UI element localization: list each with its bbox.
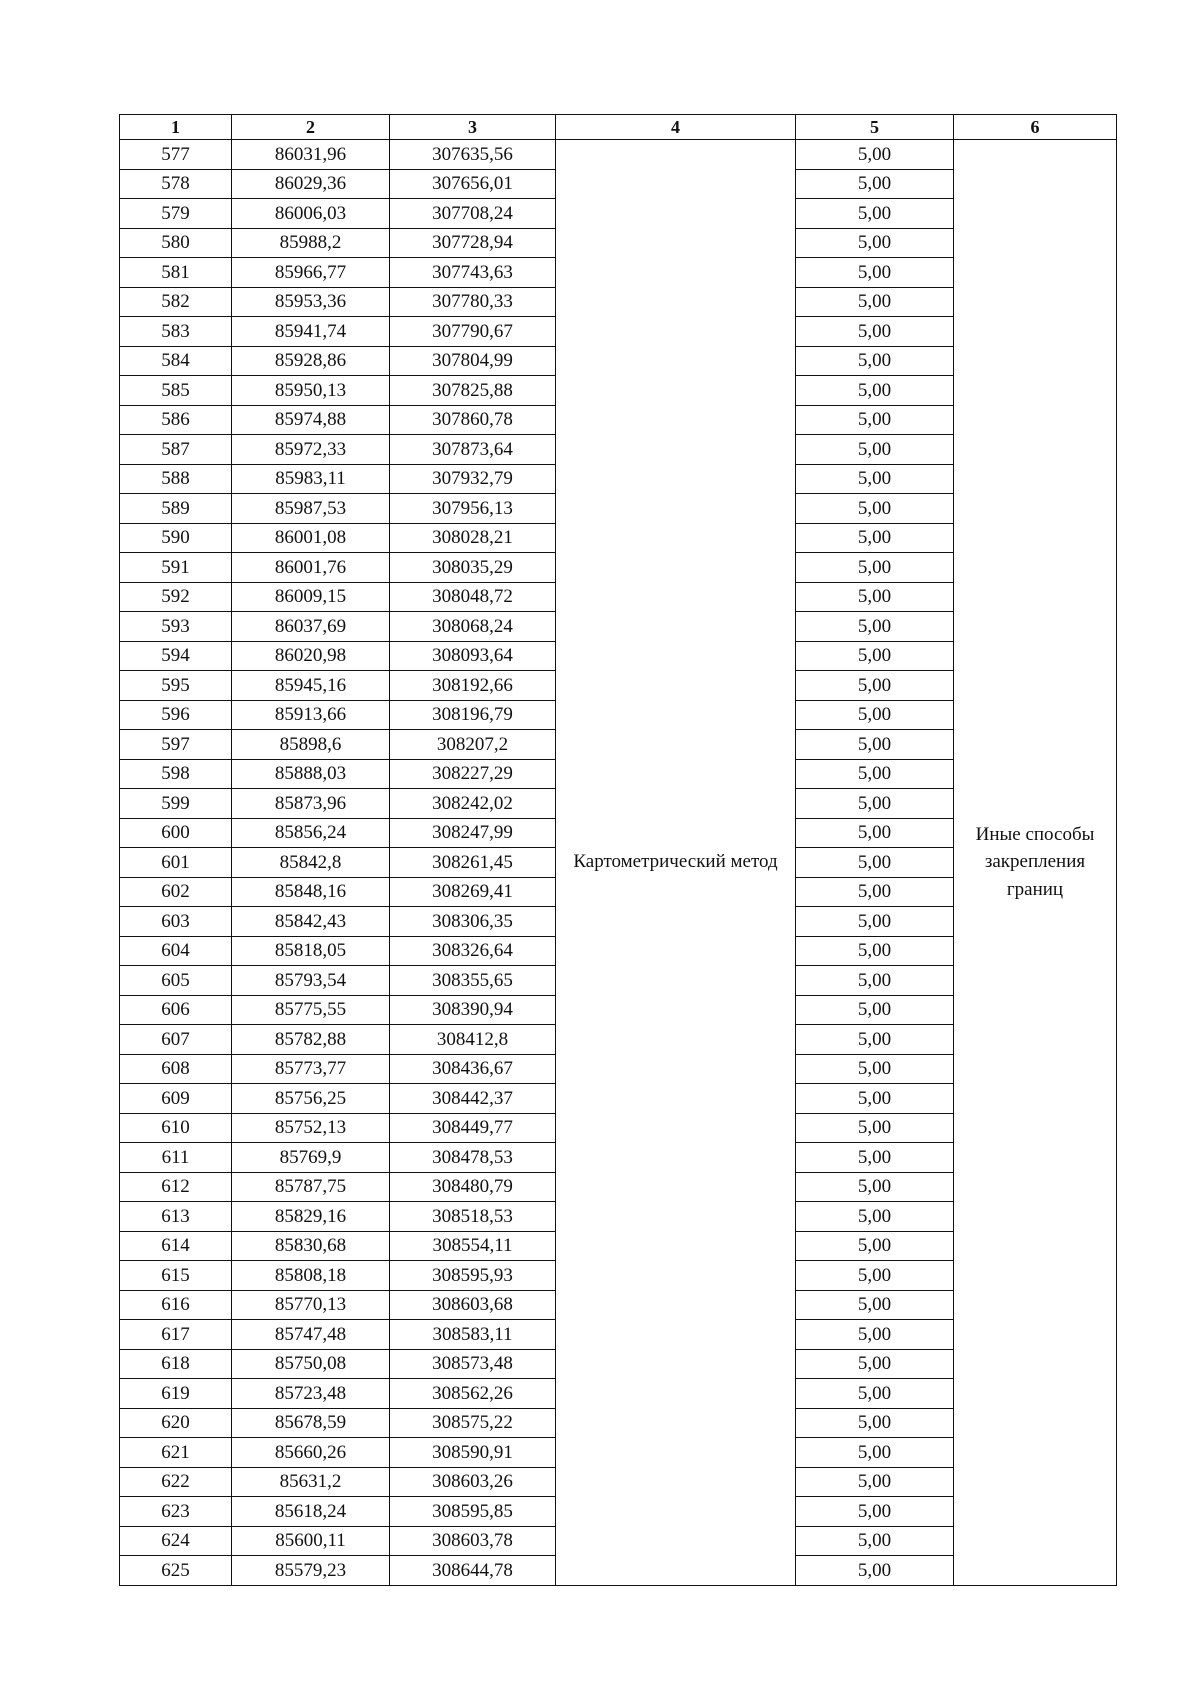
accuracy-cell: 5,00 [796, 671, 954, 701]
x-coordinate-cell: 86006,03 [232, 199, 390, 229]
point-number-cell: 578 [120, 169, 232, 199]
point-number-cell: 613 [120, 1202, 232, 1232]
accuracy-cell: 5,00 [796, 228, 954, 258]
y-coordinate-cell: 308436,67 [390, 1054, 556, 1084]
point-number-cell: 622 [120, 1467, 232, 1497]
y-coordinate-cell: 308196,79 [390, 700, 556, 730]
point-number-cell: 589 [120, 494, 232, 524]
x-coordinate-cell: 85631,2 [232, 1467, 390, 1497]
y-coordinate-cell: 308068,24 [390, 612, 556, 642]
accuracy-cell: 5,00 [796, 641, 954, 671]
x-coordinate-cell: 85983,11 [232, 464, 390, 494]
y-coordinate-cell: 308554,11 [390, 1231, 556, 1261]
point-number-cell: 577 [120, 140, 232, 170]
x-coordinate-cell: 85773,77 [232, 1054, 390, 1084]
accuracy-cell: 5,00 [796, 1054, 954, 1084]
point-number-cell: 614 [120, 1231, 232, 1261]
y-coordinate-cell: 308583,11 [390, 1320, 556, 1350]
x-coordinate-cell: 85974,88 [232, 405, 390, 435]
x-coordinate-cell: 85747,48 [232, 1320, 390, 1350]
point-number-cell: 617 [120, 1320, 232, 1350]
accuracy-cell: 5,00 [796, 140, 954, 170]
x-coordinate-cell: 86009,15 [232, 582, 390, 612]
x-coordinate-cell: 85756,25 [232, 1084, 390, 1114]
x-coordinate-cell: 85808,18 [232, 1261, 390, 1291]
y-coordinate-cell: 308480,79 [390, 1172, 556, 1202]
x-coordinate-cell: 85873,96 [232, 789, 390, 819]
x-coordinate-cell: 85842,8 [232, 848, 390, 878]
accuracy-cell: 5,00 [796, 1408, 954, 1438]
x-coordinate-cell: 85913,66 [232, 700, 390, 730]
accuracy-cell: 5,00 [796, 1143, 954, 1173]
point-number-cell: 597 [120, 730, 232, 760]
accuracy-cell: 5,00 [796, 435, 954, 465]
y-coordinate-cell: 308412,8 [390, 1025, 556, 1055]
accuracy-cell: 5,00 [796, 317, 954, 347]
point-number-cell: 603 [120, 907, 232, 937]
y-coordinate-cell: 308603,26 [390, 1467, 556, 1497]
x-coordinate-cell: 85945,16 [232, 671, 390, 701]
y-coordinate-cell: 308355,65 [390, 966, 556, 996]
x-coordinate-cell: 85928,86 [232, 346, 390, 376]
x-coordinate-cell: 85898,6 [232, 730, 390, 760]
point-number-cell: 587 [120, 435, 232, 465]
y-coordinate-cell: 308306,35 [390, 907, 556, 937]
accuracy-cell: 5,00 [796, 1497, 954, 1527]
point-number-cell: 595 [120, 671, 232, 701]
x-coordinate-cell: 85842,43 [232, 907, 390, 937]
x-coordinate-cell: 85972,33 [232, 435, 390, 465]
point-number-cell: 611 [120, 1143, 232, 1173]
coordinates-table [119, 114, 1117, 1586]
accuracy-cell: 5,00 [796, 494, 954, 524]
y-coordinate-cell: 307873,64 [390, 435, 556, 465]
accuracy-cell: 5,00 [796, 1320, 954, 1350]
y-coordinate-cell: 308603,78 [390, 1526, 556, 1556]
point-number-cell: 592 [120, 582, 232, 612]
y-coordinate-cell: 308644,78 [390, 1556, 556, 1586]
point-number-cell: 602 [120, 877, 232, 907]
accuracy-cell: 5,00 [796, 1467, 954, 1497]
point-number-cell: 612 [120, 1172, 232, 1202]
x-coordinate-cell: 85752,13 [232, 1113, 390, 1143]
y-coordinate-cell: 308590,91 [390, 1438, 556, 1468]
y-coordinate-cell: 308192,66 [390, 671, 556, 701]
fixing-method-cell [954, 140, 1117, 1586]
point-number-cell: 580 [120, 228, 232, 258]
point-number-cell: 594 [120, 641, 232, 671]
accuracy-cell: 5,00 [796, 907, 954, 937]
accuracy-cell: 5,00 [796, 818, 954, 848]
point-number-cell: 583 [120, 317, 232, 347]
fixing-method-line: Иные способы [975, 823, 1095, 845]
accuracy-cell: 5,00 [796, 1084, 954, 1114]
point-number-cell: 609 [120, 1084, 232, 1114]
column-header-3: 3 [390, 115, 556, 140]
accuracy-cell: 5,00 [796, 700, 954, 730]
y-coordinate-cell: 307743,63 [390, 258, 556, 288]
y-coordinate-cell: 308518,53 [390, 1202, 556, 1232]
point-number-cell: 596 [120, 700, 232, 730]
point-number-cell: 604 [120, 936, 232, 966]
point-number-cell: 593 [120, 612, 232, 642]
x-coordinate-cell: 85787,75 [232, 1172, 390, 1202]
table-body [120, 140, 1117, 1586]
x-coordinate-cell: 85950,13 [232, 376, 390, 406]
y-coordinate-cell: 308242,02 [390, 789, 556, 819]
accuracy-cell: 5,00 [796, 199, 954, 229]
accuracy-cell: 5,00 [796, 464, 954, 494]
accuracy-cell: 5,00 [796, 1379, 954, 1409]
point-number-cell: 591 [120, 553, 232, 583]
x-coordinate-cell: 85782,88 [232, 1025, 390, 1055]
x-coordinate-cell: 85618,24 [232, 1497, 390, 1527]
y-coordinate-cell: 307932,79 [390, 464, 556, 494]
point-number-cell: 582 [120, 287, 232, 317]
accuracy-cell: 5,00 [796, 258, 954, 288]
x-coordinate-cell: 85818,05 [232, 936, 390, 966]
point-number-cell: 586 [120, 405, 232, 435]
x-coordinate-cell: 85769,9 [232, 1143, 390, 1173]
x-coordinate-cell: 85888,03 [232, 759, 390, 789]
point-number-cell: 616 [120, 1290, 232, 1320]
y-coordinate-cell: 308603,68 [390, 1290, 556, 1320]
accuracy-cell: 5,00 [796, 1556, 954, 1586]
accuracy-cell: 5,00 [796, 1349, 954, 1379]
x-coordinate-cell: 86029,36 [232, 169, 390, 199]
accuracy-cell: 5,00 [796, 1025, 954, 1055]
fixing-method-line: закрепления [984, 851, 1086, 873]
y-coordinate-cell: 308207,2 [390, 730, 556, 760]
point-number-cell: 607 [120, 1025, 232, 1055]
point-number-cell: 620 [120, 1408, 232, 1438]
accuracy-cell: 5,00 [796, 169, 954, 199]
column-header-2: 2 [232, 115, 390, 140]
y-coordinate-cell: 308595,85 [390, 1497, 556, 1527]
x-coordinate-cell: 85723,48 [232, 1379, 390, 1409]
y-coordinate-cell: 308048,72 [390, 582, 556, 612]
y-coordinate-cell: 308035,29 [390, 553, 556, 583]
column-header-5: 5 [796, 115, 954, 140]
x-coordinate-cell: 85848,16 [232, 877, 390, 907]
x-coordinate-cell: 85830,68 [232, 1231, 390, 1261]
y-coordinate-cell: 307860,78 [390, 405, 556, 435]
accuracy-cell: 5,00 [796, 877, 954, 907]
y-coordinate-cell: 308326,64 [390, 936, 556, 966]
accuracy-cell: 5,00 [796, 1290, 954, 1320]
y-coordinate-cell: 308028,21 [390, 523, 556, 553]
y-coordinate-cell: 307708,24 [390, 199, 556, 229]
x-coordinate-cell: 86001,08 [232, 523, 390, 553]
y-coordinate-cell: 308261,45 [390, 848, 556, 878]
x-coordinate-cell: 86020,98 [232, 641, 390, 671]
point-number-cell: 584 [120, 346, 232, 376]
accuracy-cell: 5,00 [796, 730, 954, 760]
point-number-cell: 598 [120, 759, 232, 789]
accuracy-cell: 5,00 [796, 287, 954, 317]
x-coordinate-cell: 86031,96 [232, 140, 390, 170]
point-number-cell: 590 [120, 523, 232, 553]
x-coordinate-cell: 85966,77 [232, 258, 390, 288]
point-number-cell: 615 [120, 1261, 232, 1291]
x-coordinate-cell: 86037,69 [232, 612, 390, 642]
accuracy-cell: 5,00 [796, 995, 954, 1025]
x-coordinate-cell: 85829,16 [232, 1202, 390, 1232]
fixing-method-line: границ [1006, 879, 1064, 901]
accuracy-cell: 5,00 [796, 1231, 954, 1261]
x-coordinate-cell: 85856,24 [232, 818, 390, 848]
accuracy-cell: 5,00 [796, 966, 954, 996]
y-coordinate-cell: 308227,29 [390, 759, 556, 789]
accuracy-cell: 5,00 [796, 1261, 954, 1291]
y-coordinate-cell: 307656,01 [390, 169, 556, 199]
accuracy-cell: 5,00 [796, 612, 954, 642]
y-coordinate-cell: 308573,48 [390, 1349, 556, 1379]
x-coordinate-cell: 85988,2 [232, 228, 390, 258]
header-row [120, 115, 1117, 140]
x-coordinate-cell: 85579,23 [232, 1556, 390, 1586]
y-coordinate-cell: 307780,33 [390, 287, 556, 317]
y-coordinate-cell: 308449,77 [390, 1113, 556, 1143]
x-coordinate-cell: 85750,08 [232, 1349, 390, 1379]
x-coordinate-cell: 86001,76 [232, 553, 390, 583]
accuracy-cell: 5,00 [796, 582, 954, 612]
x-coordinate-cell: 85987,53 [232, 494, 390, 524]
y-coordinate-cell: 308390,94 [390, 995, 556, 1025]
accuracy-cell: 5,00 [796, 523, 954, 553]
x-coordinate-cell: 85678,59 [232, 1408, 390, 1438]
column-header-6: 6 [954, 115, 1117, 140]
point-number-cell: 608 [120, 1054, 232, 1084]
point-number-cell: 588 [120, 464, 232, 494]
x-coordinate-cell: 85953,36 [232, 287, 390, 317]
point-number-cell: 599 [120, 789, 232, 819]
x-coordinate-cell: 85600,11 [232, 1526, 390, 1556]
y-coordinate-cell: 308247,99 [390, 818, 556, 848]
column-header-1: 1 [120, 115, 232, 140]
y-coordinate-cell: 308478,53 [390, 1143, 556, 1173]
point-number-cell: 600 [120, 818, 232, 848]
point-number-cell: 581 [120, 258, 232, 288]
y-coordinate-cell: 307956,13 [390, 494, 556, 524]
point-number-cell: 610 [120, 1113, 232, 1143]
column-header-4: 4 [556, 115, 796, 140]
point-number-cell: 579 [120, 199, 232, 229]
y-coordinate-cell: 307635,56 [390, 140, 556, 170]
point-number-cell: 605 [120, 966, 232, 996]
point-number-cell: 619 [120, 1379, 232, 1409]
accuracy-cell: 5,00 [796, 936, 954, 966]
point-number-cell: 624 [120, 1526, 232, 1556]
point-number-cell: 601 [120, 848, 232, 878]
x-coordinate-cell: 85660,26 [232, 1438, 390, 1468]
y-coordinate-cell: 307790,67 [390, 317, 556, 347]
x-coordinate-cell: 85793,54 [232, 966, 390, 996]
accuracy-cell: 5,00 [796, 848, 954, 878]
accuracy-cell: 5,00 [796, 1526, 954, 1556]
point-number-cell: 621 [120, 1438, 232, 1468]
accuracy-cell: 5,00 [796, 1438, 954, 1468]
accuracy-cell: 5,00 [796, 405, 954, 435]
accuracy-cell: 5,00 [796, 376, 954, 406]
accuracy-cell: 5,00 [796, 789, 954, 819]
accuracy-cell: 5,00 [796, 759, 954, 789]
accuracy-cell: 5,00 [796, 1202, 954, 1232]
x-coordinate-cell: 85770,13 [232, 1290, 390, 1320]
accuracy-cell: 5,00 [796, 1172, 954, 1202]
y-coordinate-cell: 307728,94 [390, 228, 556, 258]
y-coordinate-cell: 308595,93 [390, 1261, 556, 1291]
table-row [120, 140, 1117, 170]
y-coordinate-cell: 308562,26 [390, 1379, 556, 1409]
accuracy-cell: 5,00 [796, 346, 954, 376]
y-coordinate-cell: 308269,41 [390, 877, 556, 907]
y-coordinate-cell: 307825,88 [390, 376, 556, 406]
point-number-cell: 606 [120, 995, 232, 1025]
y-coordinate-cell: 308442,37 [390, 1084, 556, 1114]
point-number-cell: 623 [120, 1497, 232, 1527]
accuracy-cell: 5,00 [796, 553, 954, 583]
y-coordinate-cell: 308093,64 [390, 641, 556, 671]
y-coordinate-cell: 308575,22 [390, 1408, 556, 1438]
point-number-cell: 585 [120, 376, 232, 406]
point-number-cell: 625 [120, 1556, 232, 1586]
method-cell: Картометрический метод [556, 140, 796, 1586]
y-coordinate-cell: 307804,99 [390, 346, 556, 376]
x-coordinate-cell: 85941,74 [232, 317, 390, 347]
point-number-cell: 618 [120, 1349, 232, 1379]
accuracy-cell: 5,00 [796, 1113, 954, 1143]
x-coordinate-cell: 85775,55 [232, 995, 390, 1025]
